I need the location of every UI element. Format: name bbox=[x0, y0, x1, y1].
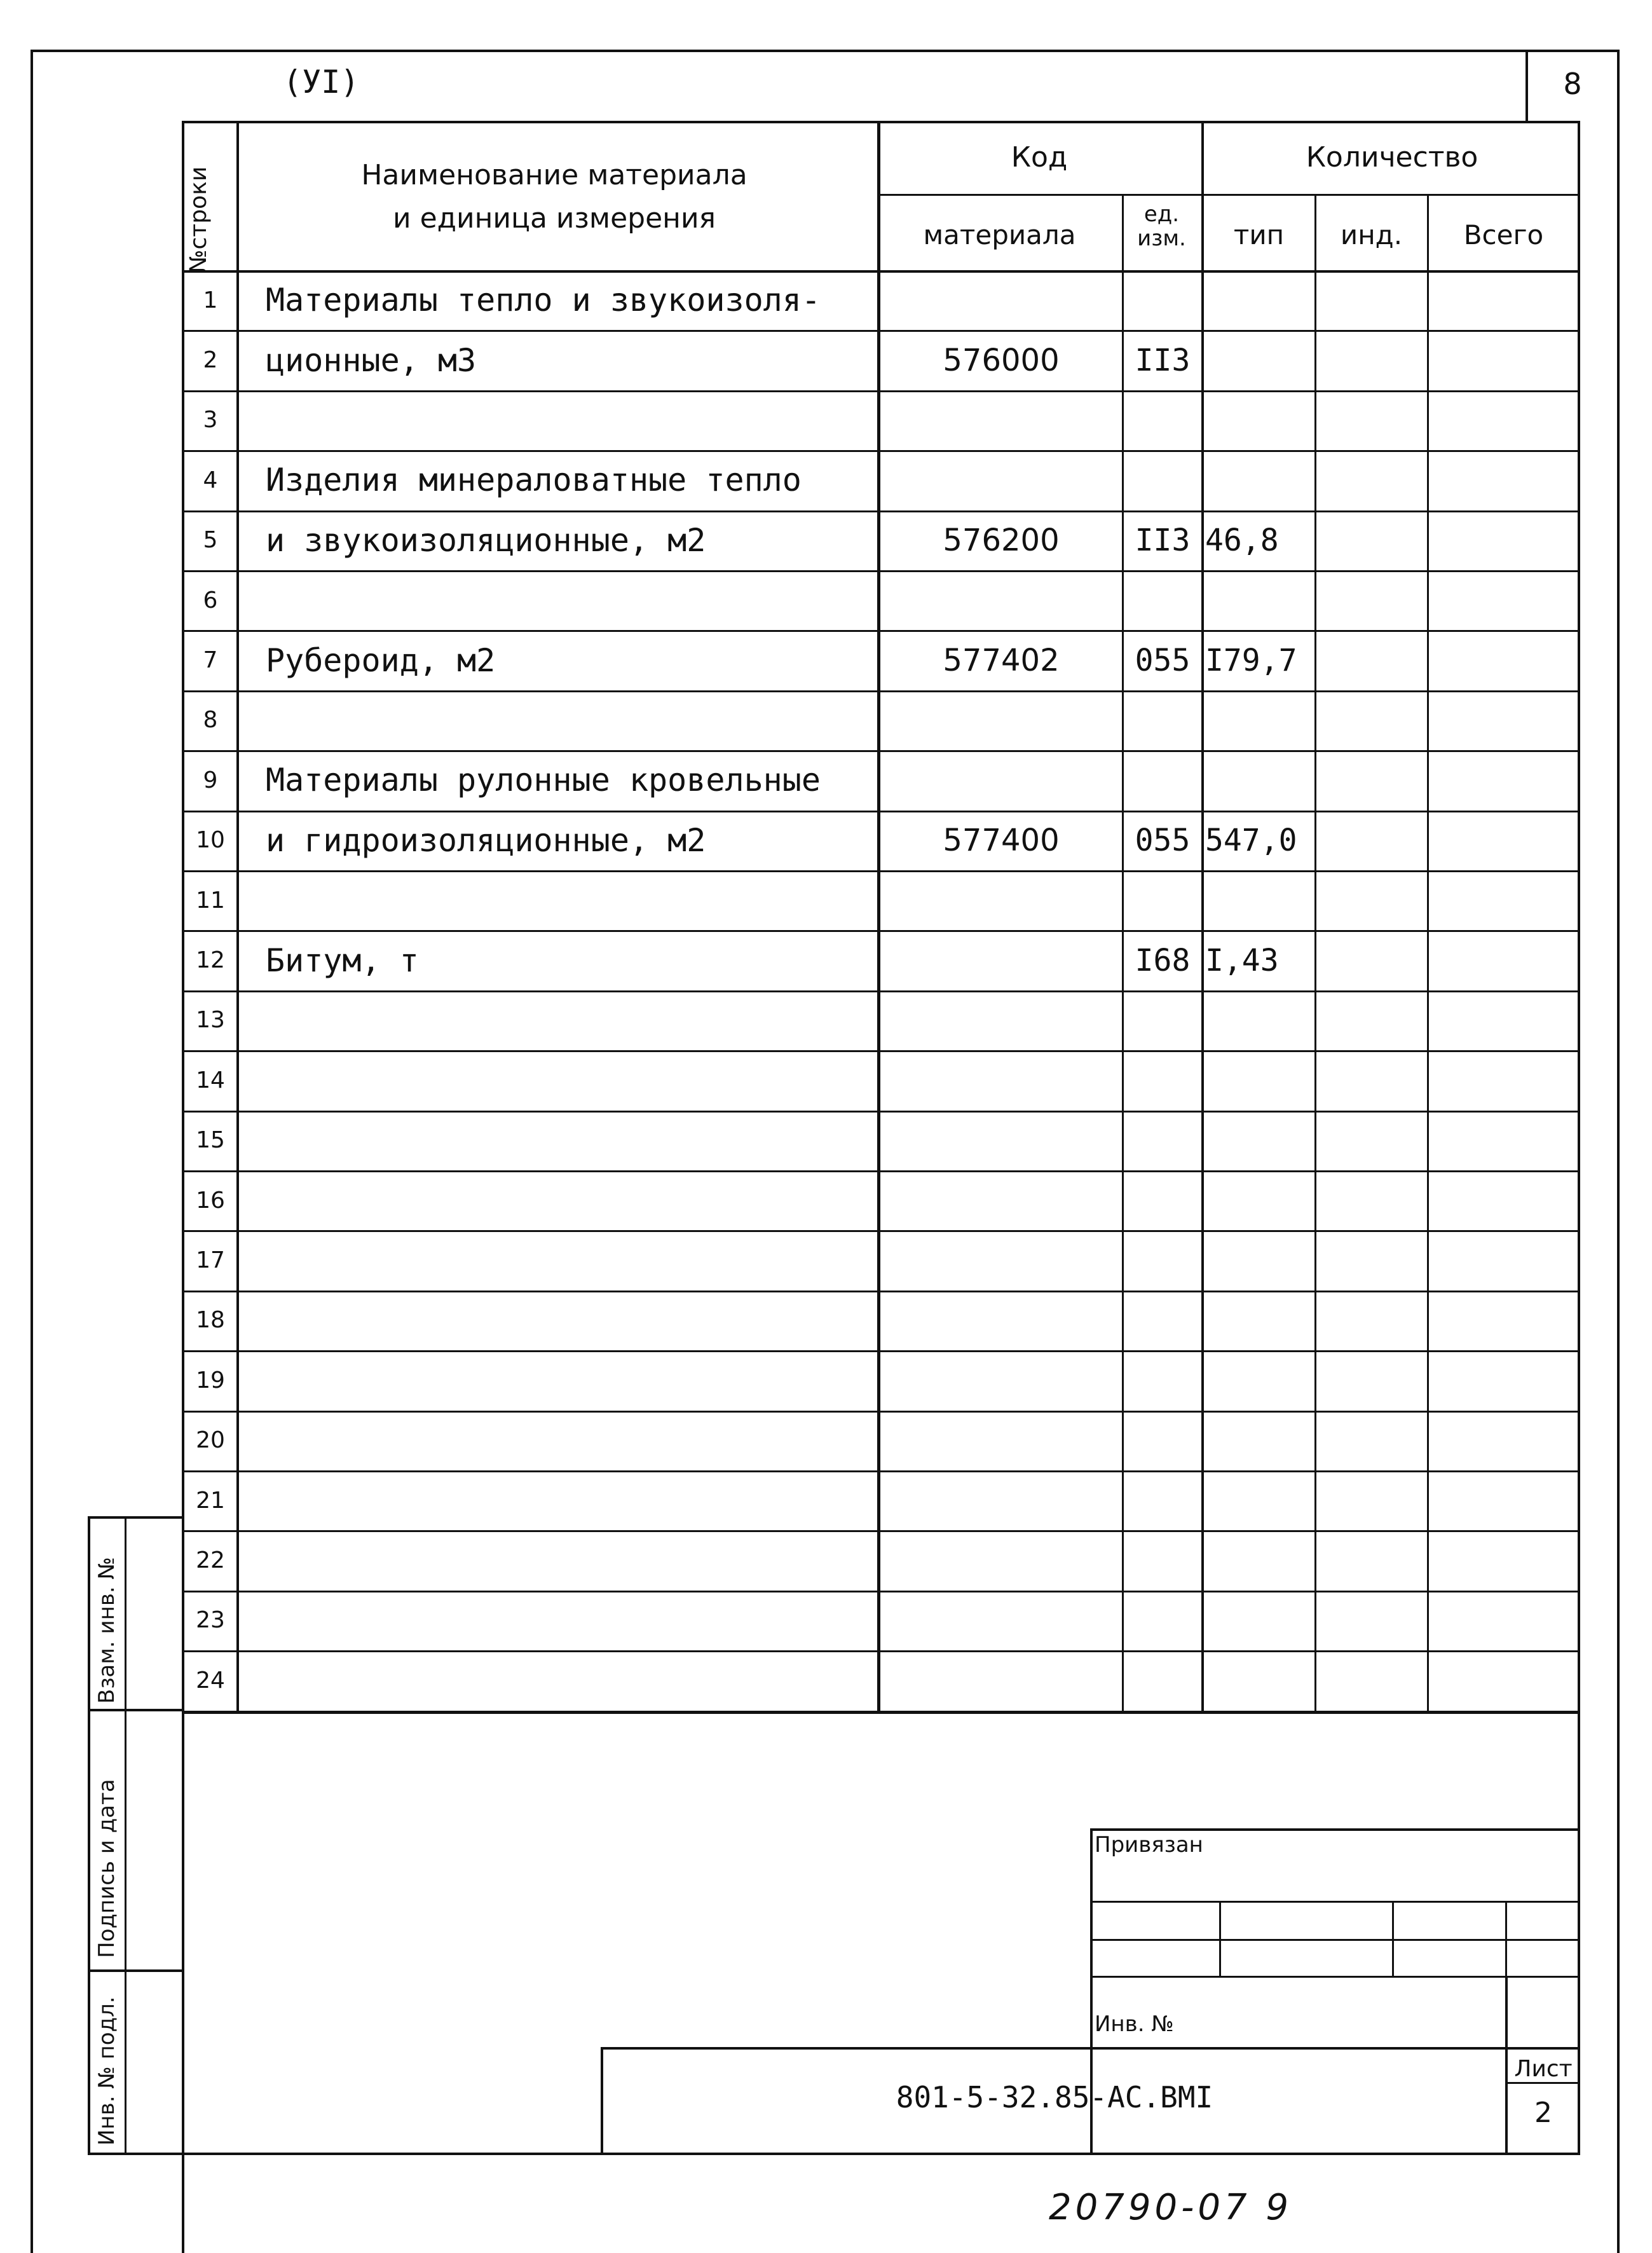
row-number: 20 bbox=[196, 1427, 225, 1454]
unit-code bbox=[1125, 990, 1200, 1050]
unit-code bbox=[1125, 570, 1200, 630]
row-number: 23 bbox=[196, 1607, 225, 1634]
material-code bbox=[880, 930, 1122, 990]
frame-right bbox=[1617, 50, 1620, 2253]
row-number: 1 bbox=[203, 287, 218, 313]
material-code bbox=[880, 450, 1122, 510]
quantity-type bbox=[1205, 1050, 1314, 1110]
material-name: Битум, т bbox=[266, 942, 419, 979]
material-name bbox=[266, 1230, 876, 1290]
footer-number: 20790-07 9 bbox=[1049, 2187, 1293, 2228]
material-name: и звукоизоляционные, м2 bbox=[266, 521, 706, 559]
row-number: 12 bbox=[196, 947, 225, 974]
row-number: 4 bbox=[203, 467, 218, 493]
material-name bbox=[266, 870, 876, 930]
quantity-type: 46,8 bbox=[1205, 522, 1279, 558]
side-label-vzam: Взам. инв. № bbox=[94, 1557, 119, 1704]
material-name bbox=[266, 1650, 876, 1710]
unit-code bbox=[1125, 1591, 1200, 1650]
material-name bbox=[266, 1350, 876, 1410]
section-label: (УI) bbox=[283, 64, 360, 100]
quantity-type bbox=[1205, 750, 1314, 810]
row-number: 3 bbox=[203, 407, 218, 434]
material-code bbox=[880, 1350, 1122, 1410]
material-name bbox=[266, 690, 876, 750]
unit-code: II3 bbox=[1135, 522, 1191, 558]
material-name: Материалы рулонные кровельные bbox=[266, 762, 821, 799]
sheet-divider bbox=[1505, 2082, 1580, 2084]
quantity-type: 547,0 bbox=[1205, 822, 1297, 858]
side-divider-1 bbox=[88, 1709, 183, 1711]
quantity-type bbox=[1205, 330, 1314, 390]
frame-top bbox=[31, 50, 1620, 52]
material-code bbox=[880, 750, 1122, 810]
material-name bbox=[266, 390, 876, 450]
table-top-border bbox=[182, 121, 1580, 123]
material-code bbox=[880, 1111, 1122, 1170]
material-code bbox=[880, 1591, 1122, 1650]
side-column-bottom bbox=[88, 2153, 183, 2155]
header-qty-ind: инд. bbox=[1340, 219, 1403, 250]
material-name bbox=[266, 1050, 876, 1110]
material-name bbox=[266, 1170, 876, 1230]
sheet-number: 2 bbox=[1534, 2097, 1552, 2129]
designation-left bbox=[601, 2047, 603, 2154]
row-number: 19 bbox=[196, 1367, 225, 1394]
quantity-type bbox=[1205, 1230, 1314, 1290]
unit-code: 055 bbox=[1135, 642, 1191, 678]
header-quantity: Количество bbox=[1306, 141, 1478, 174]
stamp-top bbox=[1090, 1828, 1580, 1831]
unit-code: 055 bbox=[1135, 822, 1191, 858]
side-column-inner bbox=[125, 1516, 126, 2155]
unit-code: I68 bbox=[1135, 942, 1191, 978]
material-code bbox=[880, 1411, 1122, 1470]
col-border-unit bbox=[1122, 194, 1124, 1711]
material-name bbox=[266, 570, 876, 630]
row-number: 7 bbox=[203, 647, 218, 674]
side-label-inv-podl: Инв. № подл. bbox=[94, 1996, 119, 2146]
row-number: 14 bbox=[196, 1067, 225, 1093]
row-number: 16 bbox=[196, 1187, 225, 1214]
unit-code bbox=[1125, 690, 1200, 750]
document-designation: 801-5-32.85-АС.ВМI bbox=[896, 2080, 1213, 2114]
material-code bbox=[880, 870, 1122, 930]
quantity-type bbox=[1205, 1291, 1314, 1350]
material-name: Материалы тепло и звукоизоля- bbox=[266, 282, 821, 319]
inner-frame-left bbox=[182, 121, 184, 2253]
row-number: 24 bbox=[196, 1667, 225, 1694]
page-number: 8 bbox=[1563, 67, 1582, 101]
material-name bbox=[266, 1470, 876, 1530]
stamp-col-2 bbox=[1392, 1901, 1394, 1976]
designation-top bbox=[601, 2047, 1580, 2050]
unit-code bbox=[1125, 1350, 1200, 1410]
header-code-unit: ед. изм. bbox=[1137, 202, 1186, 251]
material-code: 576200 bbox=[943, 522, 1060, 558]
row-number: 21 bbox=[196, 1487, 225, 1514]
quantity-type bbox=[1205, 1111, 1314, 1170]
header-qty-type: тип bbox=[1233, 219, 1285, 250]
header-code: Код bbox=[1011, 141, 1068, 174]
material-name bbox=[266, 990, 876, 1050]
frame-left bbox=[31, 50, 33, 2253]
row-number: 9 bbox=[203, 767, 218, 793]
quantity-type bbox=[1205, 1530, 1314, 1590]
material-code bbox=[880, 1291, 1122, 1350]
unit-code bbox=[1125, 390, 1200, 450]
row-number: 17 bbox=[196, 1247, 225, 1274]
row-number: 5 bbox=[203, 527, 218, 554]
inner-frame-bottom bbox=[182, 2153, 1580, 2155]
material-code bbox=[880, 990, 1122, 1050]
quantity-type bbox=[1205, 450, 1314, 510]
material-name bbox=[266, 1111, 876, 1170]
material-code bbox=[880, 570, 1122, 630]
row-number: 22 bbox=[196, 1547, 225, 1574]
material-code bbox=[880, 1170, 1122, 1230]
row-number: 2 bbox=[203, 347, 218, 374]
unit-code: II3 bbox=[1135, 342, 1191, 378]
side-column-top bbox=[88, 1516, 183, 1519]
material-code bbox=[880, 1230, 1122, 1290]
quantity-type bbox=[1205, 570, 1314, 630]
header-name-line1: Наименование материала bbox=[361, 159, 747, 191]
unit-code bbox=[1125, 1050, 1200, 1110]
material-name bbox=[266, 1591, 876, 1650]
col-border-total bbox=[1427, 194, 1429, 1711]
quantity-type bbox=[1205, 1350, 1314, 1410]
material-code: 577400 bbox=[943, 822, 1060, 858]
quantity-type bbox=[1205, 690, 1314, 750]
header-qty-total: Всего bbox=[1463, 219, 1544, 250]
material-code bbox=[880, 1650, 1122, 1710]
row-number: 13 bbox=[196, 1007, 225, 1034]
stamp-col-1 bbox=[1219, 1901, 1221, 1976]
inner-frame-right bbox=[1578, 121, 1580, 2155]
material-code bbox=[880, 390, 1122, 450]
quantity-type bbox=[1205, 1411, 1314, 1470]
quantity-type: I79,7 bbox=[1205, 642, 1297, 678]
quantity-type bbox=[1205, 870, 1314, 930]
row-number: 10 bbox=[196, 827, 225, 854]
col-border-ind bbox=[1314, 194, 1316, 1711]
unit-code bbox=[1125, 450, 1200, 510]
unit-code bbox=[1125, 1291, 1200, 1350]
unit-code bbox=[1125, 1470, 1200, 1530]
material-code bbox=[880, 1530, 1122, 1590]
unit-code bbox=[1125, 1650, 1200, 1710]
side-column-left bbox=[88, 1516, 90, 2155]
material-name bbox=[266, 1530, 876, 1590]
quantity-type bbox=[1205, 1470, 1314, 1530]
unit-code bbox=[1125, 270, 1200, 330]
table-bottom-border bbox=[182, 1711, 1580, 1714]
material-code: 576000 bbox=[943, 342, 1060, 378]
quantity-type: I,43 bbox=[1205, 942, 1279, 978]
sheet-label: Лист bbox=[1514, 2056, 1573, 2082]
quantity-type bbox=[1205, 390, 1314, 450]
unit-code bbox=[1125, 1170, 1200, 1230]
unit-code bbox=[1125, 1111, 1200, 1170]
material-code bbox=[880, 270, 1122, 330]
quantity-type bbox=[1205, 1170, 1314, 1230]
header-name-line2: и единица измерения bbox=[392, 202, 716, 235]
material-code bbox=[880, 1050, 1122, 1110]
row-number: 6 bbox=[203, 587, 218, 613]
material-name: и гидроизоляционные, м2 bbox=[266, 821, 706, 859]
unit-code bbox=[1125, 1411, 1200, 1470]
header-row-number: №строки bbox=[186, 166, 212, 273]
header-sub-divider bbox=[877, 194, 1580, 196]
material-name bbox=[266, 1411, 876, 1470]
material-name: Изделия минераловатные тепло bbox=[266, 462, 802, 499]
header-code-material: материала bbox=[923, 219, 1076, 250]
stamp-inv-no: Инв. № bbox=[1095, 2011, 1174, 2037]
quantity-type bbox=[1205, 270, 1314, 330]
side-label-podpis: Подпись и дата bbox=[94, 1779, 119, 1958]
row-number: 11 bbox=[196, 887, 225, 914]
material-name: ционные, м3 bbox=[266, 341, 477, 379]
row-number: 15 bbox=[196, 1127, 225, 1154]
material-name: Рубероид, м2 bbox=[266, 641, 496, 679]
stamp-privyazan: Привязан bbox=[1095, 1832, 1203, 1858]
quantity-type bbox=[1205, 1650, 1314, 1710]
material-code: 577402 bbox=[943, 642, 1060, 678]
unit-code bbox=[1125, 1530, 1200, 1590]
material-code bbox=[880, 690, 1122, 750]
stamp-col-3 bbox=[1505, 1901, 1507, 1976]
row-number: 8 bbox=[203, 707, 218, 734]
unit-code bbox=[1125, 1230, 1200, 1290]
quantity-type bbox=[1205, 1591, 1314, 1650]
unit-code bbox=[1125, 870, 1200, 930]
side-divider-2 bbox=[88, 1969, 183, 1972]
material-name bbox=[266, 1291, 876, 1350]
quantity-type bbox=[1205, 990, 1314, 1050]
unit-code bbox=[1125, 750, 1200, 810]
material-code bbox=[880, 1470, 1122, 1530]
row-number: 18 bbox=[196, 1307, 225, 1334]
